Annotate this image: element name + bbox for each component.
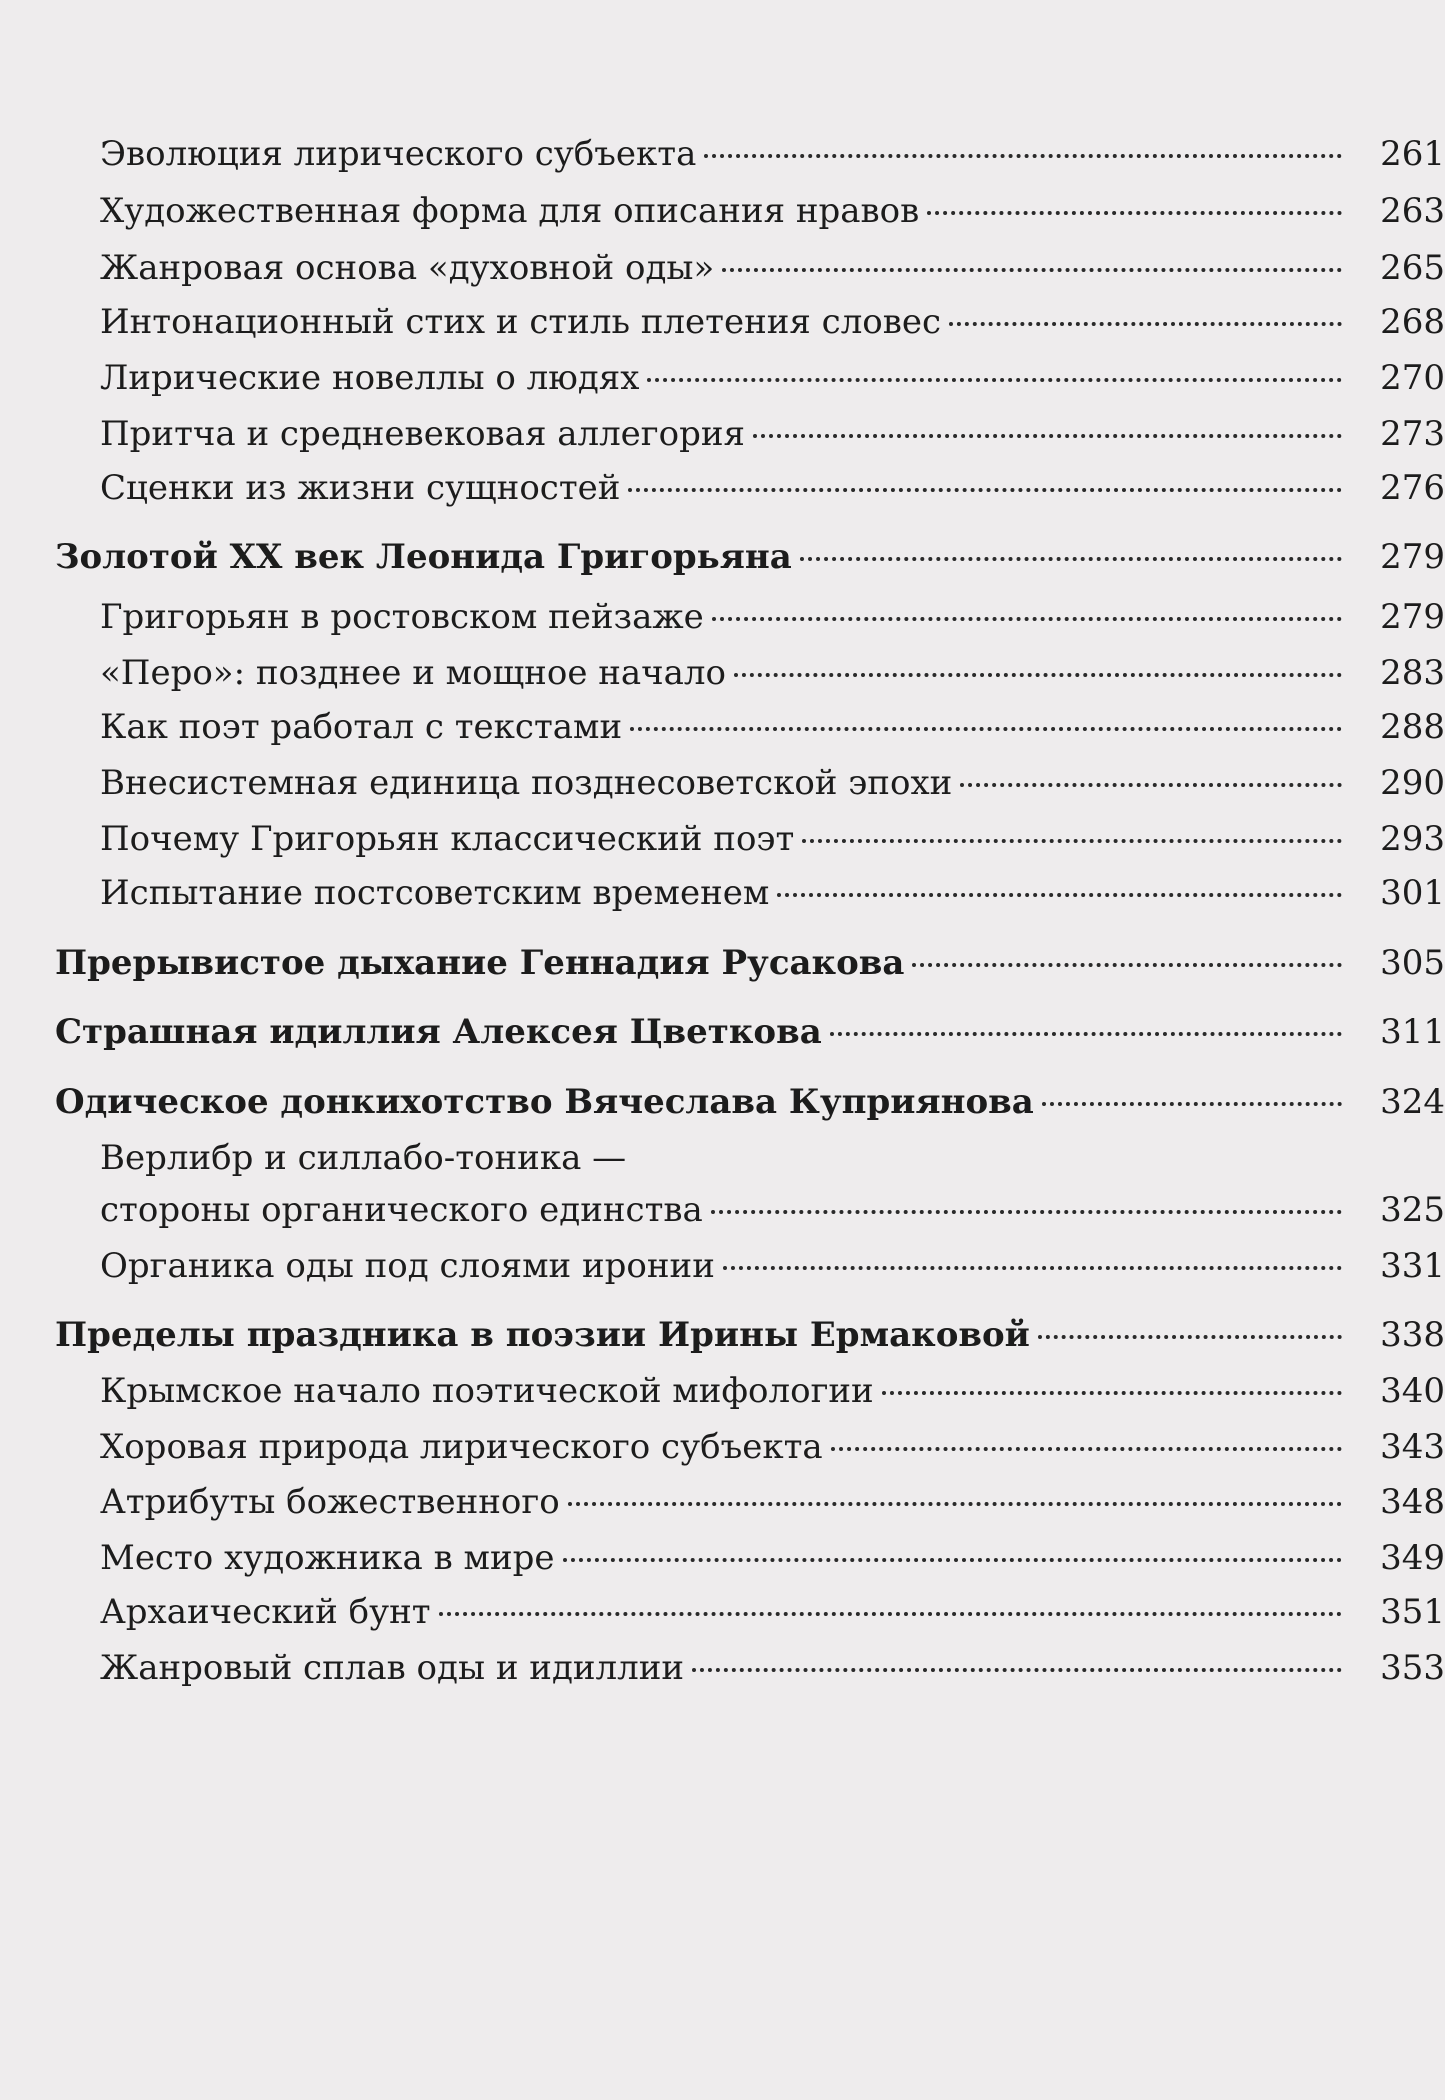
toc-entry-page-number: 268	[1380, 302, 1445, 342]
toc-entry	[0, 1313, 1445, 1357]
toc-entry-title: Пределы праздника в поэзии Ирины Ермаковой	[55, 1315, 1030, 1355]
toc-entry	[0, 1010, 1445, 1054]
toc-entry-page-number: 343	[1380, 1427, 1445, 1467]
dot-leader	[927, 211, 1342, 215]
toc-entry-page-number: 324	[1380, 1082, 1445, 1122]
toc-entry-page-number: 331	[1380, 1246, 1445, 1286]
dot-leader	[712, 617, 1342, 621]
dot-leader	[882, 1391, 1342, 1395]
toc-entry-title: Место художника в мире	[100, 1538, 555, 1578]
toc-entry-page-number: 353	[1380, 1648, 1445, 1688]
toc-entry-page-number: 293	[1380, 819, 1445, 859]
toc-entry-title: Прерывистое дыхание Геннадия Русакова	[55, 943, 905, 983]
toc-entry-title: Лирические новеллы о людях	[100, 358, 640, 398]
dot-leader	[711, 1210, 1342, 1214]
toc-entry	[0, 412, 1445, 456]
dot-leader	[830, 1032, 1342, 1036]
dot-leader	[753, 434, 1342, 438]
toc-entry-page-number: 311	[1380, 1012, 1445, 1052]
toc-entry	[0, 1536, 1445, 1580]
toc-entry-page-number: 351	[1380, 1592, 1445, 1632]
dot-leader	[800, 557, 1342, 561]
dot-leader	[1042, 1102, 1342, 1106]
toc-entry-title: Одическое донкихотство Вячеслава Куприянова	[55, 1082, 1034, 1122]
dot-leader	[628, 488, 1342, 492]
dot-leader	[439, 1612, 1342, 1616]
toc-entry	[0, 535, 1445, 579]
dot-leader	[630, 727, 1342, 731]
dot-leader	[563, 1558, 1342, 1562]
dot-leader	[647, 378, 1342, 382]
toc-entry-title: Жанровая основа «духовной оды»	[100, 248, 715, 288]
toc-entry-title: Григорьян в ростовском пейзаже	[100, 597, 704, 637]
toc-entry-title: «Перо»: позднее и мощное начало	[100, 653, 726, 693]
toc-entry-page-number: 301	[1380, 873, 1445, 913]
toc-entry	[0, 651, 1445, 695]
toc-entry-title: Золотой XX век Леонида Григорьяна	[55, 537, 792, 577]
dot-leader	[692, 1668, 1342, 1672]
toc-entry-title: Интонационный стих и стиль плетения словес	[100, 302, 942, 342]
toc-entry-title: Художественная форма для описания нравов	[100, 191, 920, 231]
toc-entry-title: стороны органического единства	[100, 1190, 703, 1230]
toc-entry-page-number: 325	[1380, 1190, 1445, 1230]
toc-entry-title: Органика оды под слоями иронии	[100, 1246, 715, 1286]
toc-entry	[0, 705, 1445, 749]
toc-entry-page-number: 273	[1380, 414, 1445, 454]
toc-entry-page-number: 338	[1380, 1315, 1445, 1355]
toc-entry-page-number: 261	[1380, 134, 1445, 174]
dot-leader	[1038, 1335, 1342, 1339]
toc-entry	[0, 1080, 1445, 1124]
toc-entry-page-number: 279	[1380, 597, 1445, 637]
toc-entry-title: Эволюция лирического субъекта	[100, 134, 697, 174]
toc-entry-page-number: 276	[1380, 468, 1445, 508]
toc-entry	[0, 941, 1445, 985]
toc-entry-page-number: 270	[1380, 358, 1445, 398]
toc-entry	[0, 246, 1445, 290]
dot-leader	[704, 154, 1342, 158]
toc-entry	[0, 189, 1445, 233]
toc-entry-page-number: 348	[1380, 1482, 1445, 1522]
toc-entry-title: Как поэт работал с текстами	[100, 707, 623, 747]
toc-entry	[0, 1369, 1445, 1413]
toc-entry-title: Притча и средневековая аллегория	[100, 414, 745, 454]
toc-entry-title: Архаический бунт	[100, 1592, 431, 1632]
toc-entry-title: Крымское начало поэтической мифологии	[100, 1371, 874, 1411]
toc-entry	[0, 466, 1445, 510]
toc-entry-page-number: 340	[1380, 1371, 1445, 1411]
toc-entry-title: Внесистемная единица позднесоветской эпохи	[100, 763, 953, 803]
toc-entry	[0, 1480, 1445, 1524]
dot-leader	[734, 673, 1342, 677]
toc-entry	[0, 817, 1445, 861]
toc-entry-page-number: 290	[1380, 763, 1445, 803]
dot-leader	[723, 1266, 1342, 1270]
toc-entry	[0, 595, 1445, 639]
toc-entry	[0, 761, 1445, 805]
toc-entry-page-number: 265	[1380, 248, 1445, 288]
toc-entry-page-number: 279	[1380, 537, 1445, 577]
toc-entry-title: Жанровый сплав оды и идиллии	[100, 1648, 685, 1688]
toc-entry-page-number: 349	[1380, 1538, 1445, 1578]
toc-entry	[0, 356, 1445, 400]
toc-entry	[0, 1646, 1445, 1690]
dot-leader	[960, 783, 1342, 787]
toc-entry	[0, 1425, 1445, 1469]
toc-entry	[0, 300, 1445, 344]
dot-leader	[568, 1502, 1342, 1506]
toc-entry	[0, 871, 1445, 915]
toc-entry-title-line1: Верлибр и силлабо-тоника —	[100, 1138, 627, 1178]
toc-entry-title: Атрибуты божественного	[100, 1482, 560, 1522]
toc-entry-title: Почему Григорьян классический поэт	[100, 819, 795, 859]
toc-entry-title: Хоровая природа лирического субъекта	[100, 1427, 823, 1467]
toc-entry-page-number: 288	[1380, 707, 1445, 747]
dot-leader	[722, 268, 1342, 272]
dot-leader	[802, 839, 1342, 843]
toc-entry	[0, 1188, 1445, 1232]
toc-entry	[0, 1244, 1445, 1288]
toc-entry-page-number: 283	[1380, 653, 1445, 693]
toc-entry-page-number: 305	[1380, 943, 1445, 983]
dot-leader	[949, 322, 1342, 326]
dot-leader	[912, 963, 1342, 967]
toc-entry-title: Сценки из жизни сущностей	[100, 468, 621, 508]
dot-leader	[831, 1447, 1342, 1451]
toc-entry-title: Испытание постсоветским временем	[100, 873, 770, 913]
toc-entry	[0, 1590, 1445, 1634]
toc-entry-page-number: 263	[1380, 191, 1445, 231]
toc-entry	[0, 132, 1445, 176]
dot-leader	[777, 893, 1342, 897]
toc-entry-title: Страшная идиллия Алексея Цветкова	[55, 1012, 822, 1052]
